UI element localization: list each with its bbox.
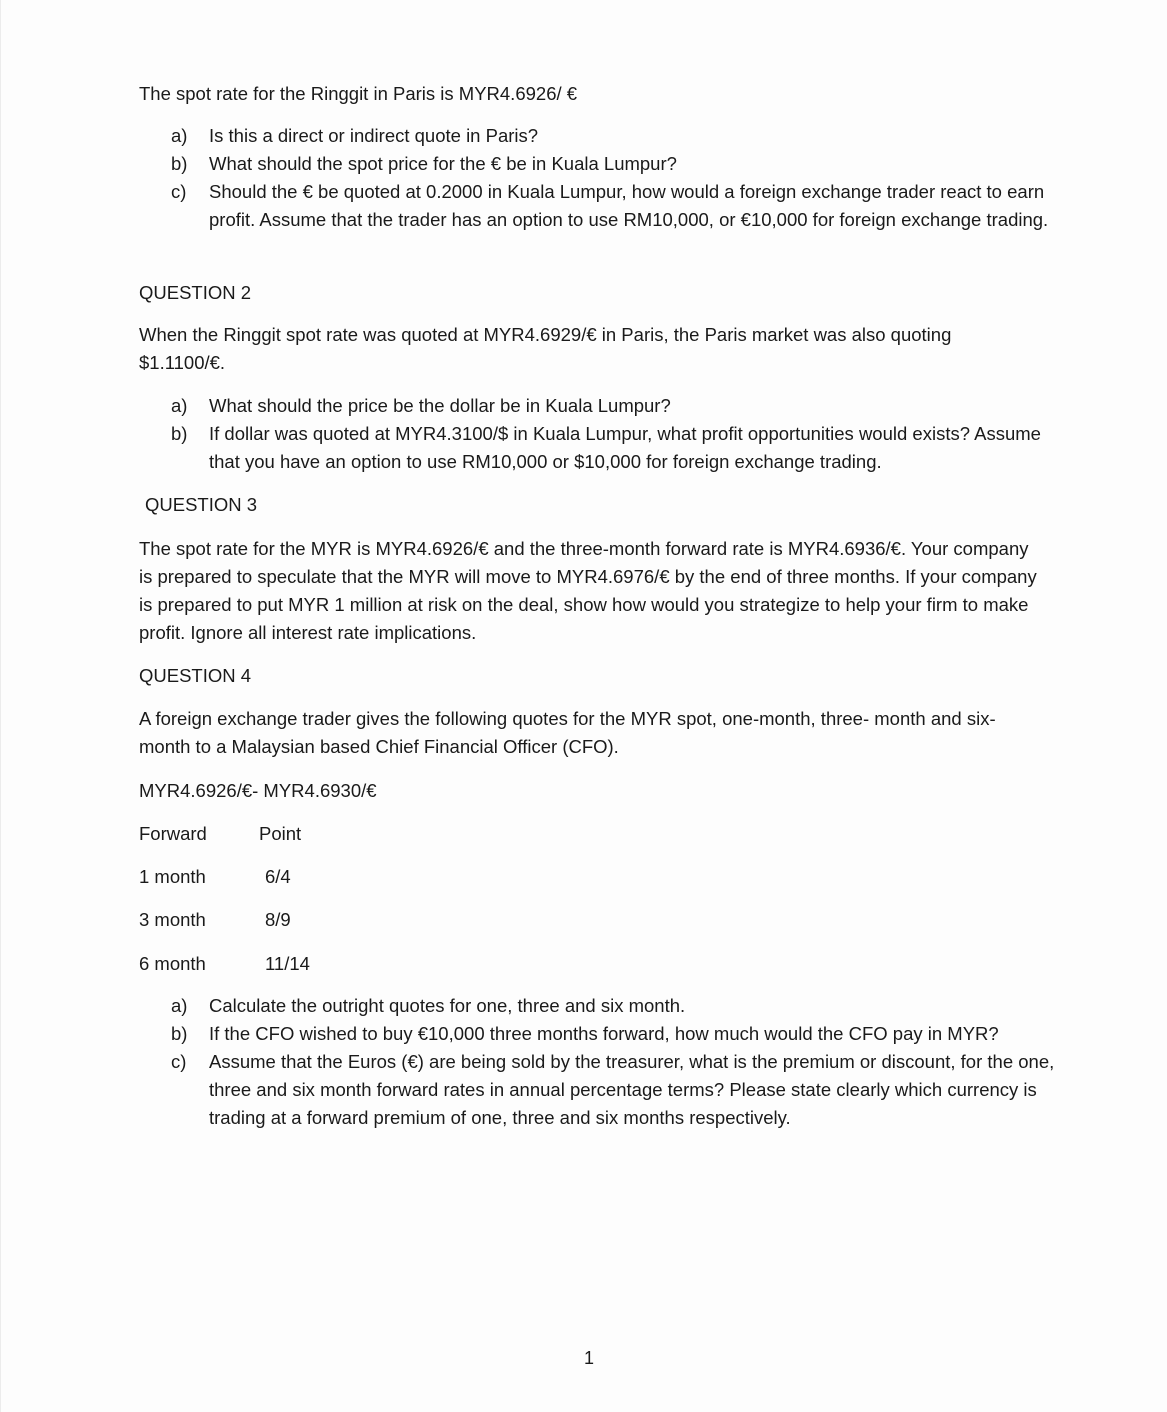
list-marker: b): [171, 423, 188, 444]
list-marker: a): [171, 995, 188, 1016]
table-row-points: 11/14: [265, 953, 310, 974]
table-row-period: 3 month: [139, 909, 206, 930]
table-header-point: Point: [259, 823, 302, 844]
list-marker: a): [171, 125, 188, 146]
list-item: [171, 992, 1071, 1020]
list-item: [171, 1048, 1071, 1132]
list-marker: a): [171, 395, 188, 416]
spot-quote: MYR4.6926/€- MYR4.6930/€: [139, 780, 377, 801]
list-marker: b): [171, 153, 188, 174]
list-item: [171, 150, 1051, 178]
question-2-text: When the Ringgit spot rate was quoted at MYR4.6929/€ in Paris, the Paris market was also quoting $1.1100/€.: [139, 324, 952, 373]
table-row-points: 8/9: [265, 909, 291, 930]
list-item: [171, 420, 1051, 476]
list-item: [171, 1020, 1071, 1048]
table-row-period: 6 month: [139, 953, 206, 974]
question-4-text: A foreign exchange trader gives the following quotes for the MYR spot, one-month, three- month and six-month to a Malaysian based Chief Financial Officer (CFO).: [139, 708, 996, 757]
question-2-list: [171, 392, 1051, 476]
question-3-text: The spot rate for the MYR is MYR4.6926/€ and the three-month forward rate is MYR4.6936/€. Your company is prepared to speculate that the MYR will move to MYR4.6976/€ by the end of three months. If your company is prepared to put MYR 1 million at risk on the deal, show how would you strategize to help your firm to make profit. Ignore all interest rate implications.: [139, 538, 1037, 643]
list-item-text: If dollar was quoted at MYR4.3100/$ in Kuala Lumpur, what profit opportunities would exists? Assume that you have an option to use RM10,000 or $10,000 for foreign exchange trading.: [209, 423, 1041, 472]
list-item: [171, 122, 1051, 150]
list-item-text: Calculate the outright quotes for one, three and six month.: [209, 995, 686, 1016]
list-item-text: Should the € be quoted at 0.2000 in Kuala Lumpur, how would a foreign exchange trader react to earn profit. Assume that the trader has an option to use RM10,000, or €10,000 for foreign exchange trading.: [209, 181, 1049, 230]
list-item-text: What should the price be the dollar be in Kuala Lumpur?: [209, 395, 671, 416]
list-item: [171, 178, 1051, 234]
page-number: 1: [584, 1348, 595, 1368]
list-marker: c): [171, 1051, 187, 1072]
list-item-text: If the CFO wished to buy €10,000 three months forward, how much would the CFO pay in MYR?: [209, 1023, 999, 1044]
question-3-heading: QUESTION 3: [145, 494, 258, 515]
list-item-text: Is this a direct or indirect quote in Paris?: [209, 125, 539, 146]
table-header-forward: Forward: [139, 823, 207, 844]
question-4-heading: QUESTION 4: [139, 665, 252, 686]
list-item: [171, 392, 1051, 420]
table-row-points: 6/4: [265, 866, 291, 887]
list-marker: c): [171, 181, 187, 202]
question-1-list: [171, 122, 1051, 234]
table-row-period: 1 month: [139, 866, 206, 887]
question-4-list: [171, 992, 1071, 1132]
list-item-text: What should the spot price for the € be in Kuala Lumpur?: [209, 153, 677, 174]
list-item-text: Assume that the Euros (€) are being sold by the treasurer, what is the premium or discount, for the one, three and six month forward rates in annual percentage terms? Please state clearly which currency is trading at a forward premium of one, three and six months respectively.: [209, 1051, 1055, 1128]
list-marker: b): [171, 1023, 188, 1044]
question-2-heading: QUESTION 2: [139, 282, 252, 303]
intro-text: The spot rate for the Ringgit in Paris is MYR4.6926/ €: [139, 83, 578, 104]
